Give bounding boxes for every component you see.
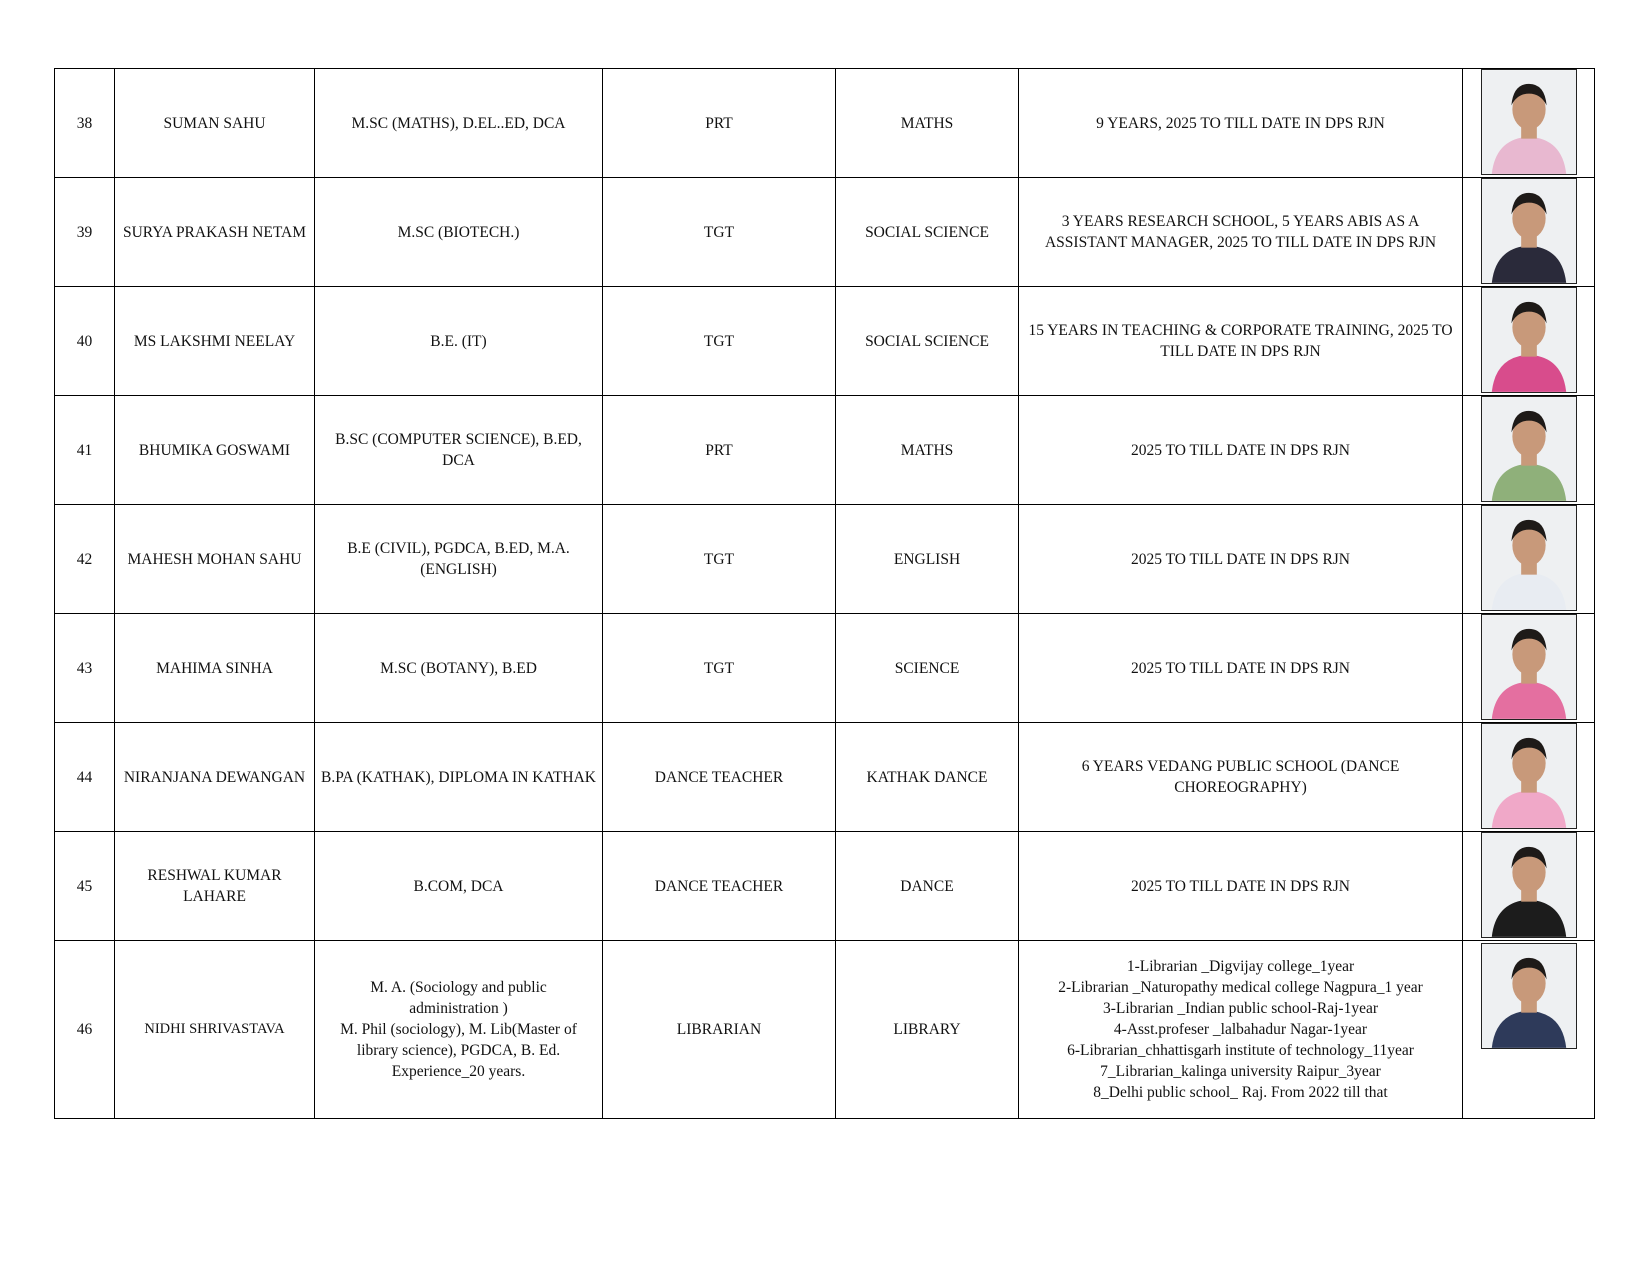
post: PRT	[603, 396, 836, 505]
subject: MATHS	[836, 396, 1019, 505]
teacher-photo	[1481, 69, 1577, 175]
teacher-name: NIRANJANA DEWANGAN	[115, 723, 315, 832]
qualification: B.E. (IT)	[315, 287, 603, 396]
teacher-photo	[1481, 396, 1577, 502]
qualification: B.SC (COMPUTER SCIENCE), B.ED, DCA	[315, 396, 603, 505]
portrait-icon	[1482, 724, 1576, 828]
qualification: B.COM, DCA	[315, 832, 603, 941]
serial-number: 41	[55, 396, 115, 505]
post: TGT	[603, 505, 836, 614]
post: LIBRARIAN	[603, 941, 836, 1119]
table-row	[55, 505, 1595, 614]
experience: 2025 TO TILL DATE IN DPS RJN	[1019, 396, 1463, 505]
post: TGT	[603, 178, 836, 287]
portrait-icon	[1482, 506, 1576, 610]
staff-table	[54, 68, 1595, 1119]
experience-line: 6-Librarian_chhattisgarh institute of technology_11year	[1067, 1042, 1414, 1059]
teacher-photo	[1481, 723, 1577, 829]
teacher-name: MAHESH MOHAN SAHU	[115, 505, 315, 614]
experience-line: 1-Librarian _Digvijay college_1year	[1126, 958, 1355, 975]
experience: 2025 TO TILL DATE IN DPS RJN	[1019, 505, 1463, 614]
photo-cell	[1463, 941, 1595, 1119]
portrait-icon	[1482, 288, 1576, 392]
experience: 2025 TO TILL DATE IN DPS RJN	[1019, 832, 1463, 941]
portrait-icon	[1482, 833, 1576, 937]
table-row	[55, 832, 1595, 941]
teacher-name: MAHIMA SINHA	[115, 614, 315, 723]
serial-number: 39	[55, 178, 115, 287]
teacher-photo	[1481, 832, 1577, 938]
post: TGT	[603, 614, 836, 723]
qualification: M.SC (MATHS), D.EL..ED, DCA	[315, 69, 603, 178]
table-row	[55, 723, 1595, 832]
photo-cell	[1463, 287, 1595, 396]
experience-line: 8_Delhi public school_ Raj. From 2022 till that	[1093, 1084, 1388, 1101]
teacher-photo	[1481, 178, 1577, 284]
experience: 15 YEARS IN TEACHING & CORPORATE TRAINING, 2025 TO TILL DATE IN DPS RJN	[1019, 287, 1463, 396]
post: TGT	[603, 287, 836, 396]
photo-cell	[1463, 832, 1595, 941]
subject: LIBRARY	[836, 941, 1019, 1119]
portrait-icon	[1482, 944, 1576, 1048]
teacher-name: SURYA PRAKASH NETAM	[115, 178, 315, 287]
teacher-photo	[1481, 287, 1577, 393]
experience-line: 3-Librarian _Indian public school-Raj-1year	[1102, 1000, 1379, 1017]
photo-cell	[1463, 614, 1595, 723]
teacher-name: RESHWAL KUMAR LAHARE	[115, 832, 315, 941]
photo-cell	[1463, 69, 1595, 178]
subject: ENGLISH	[836, 505, 1019, 614]
table-row	[55, 941, 1595, 1119]
post: DANCE TEACHER	[603, 832, 836, 941]
serial-number: 40	[55, 287, 115, 396]
experience-line: 4-Asst.profeser _lalbahadur Nagar-1year	[1113, 1021, 1368, 1038]
subject: SOCIAL SCIENCE	[836, 287, 1019, 396]
qualification-line: administration )	[409, 1000, 508, 1017]
qualification-line: M. Phil (sociology), M. Lib(Master of	[340, 1021, 577, 1038]
post: PRT	[603, 69, 836, 178]
portrait-icon	[1482, 70, 1576, 174]
table-row	[55, 69, 1595, 178]
qualification-line: library science), PGDCA, B. Ed.	[356, 1042, 561, 1059]
table-row	[55, 396, 1595, 505]
qualification: B.E (CIVIL), PGDCA, B.ED, M.A. (ENGLISH)	[315, 505, 603, 614]
subject: SOCIAL SCIENCE	[836, 178, 1019, 287]
post: DANCE TEACHER	[603, 723, 836, 832]
table-row	[55, 614, 1595, 723]
teacher-name: SUMAN SAHU	[115, 69, 315, 178]
experience: 9 YEARS, 2025 TO TILL DATE IN DPS RJN	[1019, 69, 1463, 178]
serial-number: 42	[55, 505, 115, 614]
photo-cell	[1463, 723, 1595, 832]
teacher-photo	[1481, 614, 1577, 720]
table-row	[55, 178, 1595, 287]
qualification: B.PA (KATHAK), DIPLOMA IN KATHAK	[315, 723, 603, 832]
serial-number: 38	[55, 69, 115, 178]
teacher-name: BHUMIKA GOSWAMI	[115, 396, 315, 505]
subject: SCIENCE	[836, 614, 1019, 723]
subject: MATHS	[836, 69, 1019, 178]
photo-cell	[1463, 178, 1595, 287]
experience-line: 7_Librarian_kalinga university Raipur_3year	[1100, 1063, 1381, 1080]
qualification	[315, 941, 603, 1119]
serial-number: 46	[55, 941, 115, 1119]
teacher-name: MS LAKSHMI NEELAY	[115, 287, 315, 396]
experience: 6 YEARS VEDANG PUBLIC SCHOOL (DANCE CHOREOGRAPHY)	[1019, 723, 1463, 832]
portrait-icon	[1482, 615, 1576, 719]
serial-number: 44	[55, 723, 115, 832]
qualification: M.SC (BIOTECH.)	[315, 178, 603, 287]
table-row	[55, 287, 1595, 396]
portrait-icon	[1482, 397, 1576, 501]
qualification: M.SC (BOTANY), B.ED	[315, 614, 603, 723]
qualification-line: Experience_20 years.	[391, 1063, 526, 1080]
portrait-icon	[1482, 179, 1576, 283]
photo-cell	[1463, 396, 1595, 505]
experience: 2025 TO TILL DATE IN DPS RJN	[1019, 614, 1463, 723]
experience	[1019, 941, 1463, 1119]
photo-cell	[1463, 505, 1595, 614]
subject: DANCE	[836, 832, 1019, 941]
experience: 3 YEARS RESEARCH SCHOOL, 5 YEARS ABIS AS A ASSISTANT MANAGER, 2025 TO TILL DATE IN DPS RJN	[1019, 178, 1463, 287]
experience-line: 2-Librarian _Naturopathy medical college Nagpura_1 year	[1058, 979, 1423, 996]
teacher-photo	[1481, 505, 1577, 611]
qualification-line: M. A. (Sociology and public	[370, 979, 547, 996]
teacher-name: NIDHI SHRIVASTAVA	[115, 941, 315, 1119]
serial-number: 45	[55, 832, 115, 941]
teacher-photo	[1481, 943, 1577, 1049]
serial-number: 43	[55, 614, 115, 723]
subject: KATHAK DANCE	[836, 723, 1019, 832]
